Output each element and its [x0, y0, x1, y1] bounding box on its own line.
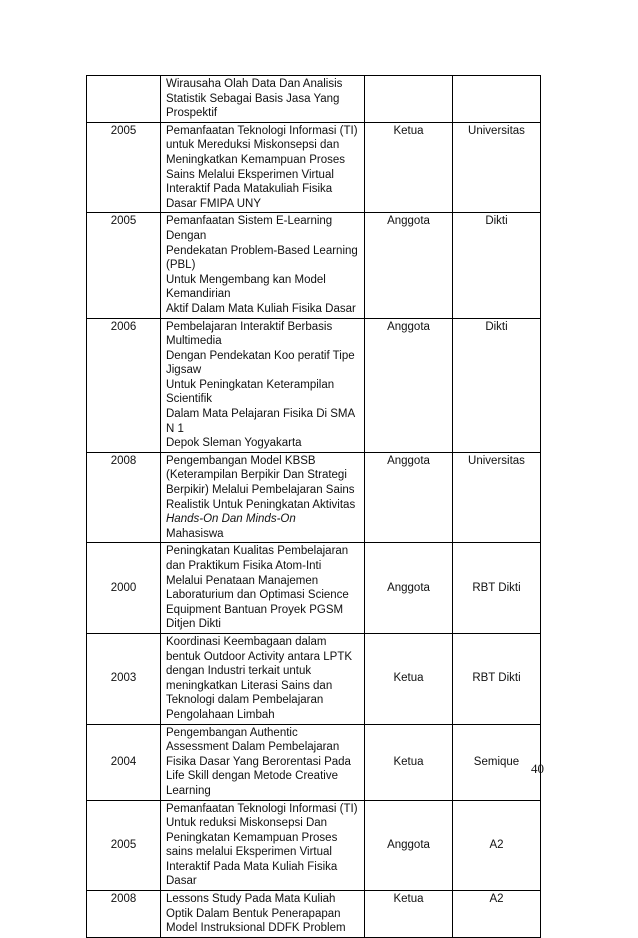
- source-cell: Semique: [453, 724, 541, 800]
- title-cell: [161, 76, 365, 123]
- title-line: Meningkatkan Kemampuan Proses: [166, 153, 345, 166]
- title-line: Untuk reduksi Miskonsepsi Dan: [166, 817, 328, 830]
- source-cell: A2: [453, 891, 541, 938]
- title-line: Mahasiswa: [166, 527, 224, 540]
- title-cell: [161, 633, 365, 724]
- title-cell: [161, 543, 365, 634]
- year-cell: 2005: [87, 122, 161, 213]
- title-cell: [161, 122, 365, 213]
- role-cell: Ketua: [365, 724, 453, 800]
- title-line: Ditjen Dikti: [166, 618, 221, 631]
- title-line: Dengan Pendekatan Koo peratif Tipe Jigsaw: [166, 349, 355, 377]
- title-line: sains melalui Eksperimen Virtual: [166, 846, 332, 859]
- year-cell: [87, 76, 161, 123]
- table-row: [87, 122, 541, 213]
- title-cell: [161, 724, 365, 800]
- table-row: [87, 724, 541, 800]
- title-line: Life Skill dengan Metode Creative: [166, 770, 338, 783]
- title-cell: [161, 800, 365, 891]
- title-line: Untuk Peningkatan Keterampilan Scientifik: [166, 378, 335, 406]
- year-cell: 2008: [87, 452, 161, 543]
- year-cell: 2006: [87, 318, 161, 452]
- table-row: [87, 76, 541, 123]
- title-line: Dasar: [166, 875, 197, 888]
- title-line: Dasar FMIPA UNY: [166, 197, 261, 210]
- source-cell: Universitas: [453, 452, 541, 543]
- year-cell: 2005: [87, 213, 161, 318]
- year-cell: 2008: [87, 891, 161, 938]
- title-line: Assessment Dalam Pembelajaran: [166, 741, 340, 754]
- year-cell: 2003: [87, 633, 161, 724]
- title-line: Pemanfaatan Sistem E-Learning Dengan: [166, 215, 333, 242]
- title-line: Model Instruksional DDFK Problem: [166, 922, 346, 935]
- title-line: Pendekatan Problem-Based Learning (PBL): [166, 244, 358, 272]
- title-line: Interaktif Pada Mata Kuliah Fisika: [166, 860, 338, 873]
- title-line: Prospektif: [166, 107, 218, 120]
- title-line: Teknologi dalam Pembelajaran: [166, 694, 324, 707]
- table-row: [87, 452, 541, 543]
- title-line: Realistik Untuk Peningkatan Aktivitas: [166, 498, 356, 511]
- research-table: [86, 75, 541, 938]
- table-row: [87, 800, 541, 891]
- title-cell: [161, 891, 365, 938]
- source-cell: Universitas: [453, 122, 541, 213]
- title-cell: [161, 318, 365, 452]
- title-line: Fisika Dasar Yang Berorentasi Pada: [166, 755, 351, 768]
- title-line: Aktif Dalam Mata Kuliah Fisika Dasar: [166, 302, 356, 315]
- title-line: Dalam Mata Pelajaran Fisika Di SMA N 1: [166, 408, 355, 435]
- source-cell: RBT Dikti: [453, 633, 541, 724]
- year-cell: 2000: [87, 543, 161, 634]
- title-line: Interaktif Pada Matakuliah Fisika: [166, 183, 333, 196]
- title-line: Pembelajaran Interaktif Berbasis Multimedia: [166, 320, 333, 348]
- title-line: Lessons Study Pada Mata Kuliah: [166, 893, 336, 906]
- title-line: meningkatkan Literasi Sains dan: [166, 679, 333, 692]
- title-line: Pengembangan Authentic: [166, 726, 298, 739]
- source-cell: RBT Dikti: [453, 543, 541, 634]
- title-line: Optik Dalam Bentuk Penerapapan: [166, 907, 341, 920]
- title-cell: [161, 213, 365, 318]
- title-line: Melalui Penataan Manajemen: [166, 574, 319, 587]
- page-number: 40: [531, 761, 544, 776]
- title-line: Pemanfaatan Teknologi Informasi (TI): [166, 124, 358, 137]
- title-line: Depok Sleman Yogyakarta: [166, 437, 302, 450]
- source-cell: A2: [453, 800, 541, 891]
- role-cell: [365, 76, 453, 123]
- table-row: [87, 318, 541, 452]
- year-cell: 2005: [87, 800, 161, 891]
- table-row: [87, 633, 541, 724]
- table-row: [87, 891, 541, 938]
- title-cell: [161, 452, 365, 543]
- title-line: Wirausaha Olah Data Dan Analisis: [166, 78, 343, 90]
- title-line: Peningkatan Kemampuan Proses: [166, 831, 338, 844]
- title-line: dengan Industri terkait untuk: [166, 665, 312, 678]
- year-cell: 2004: [87, 724, 161, 800]
- title-line: Pemanfaatan Teknologi Informasi (TI): [166, 802, 358, 815]
- role-cell: Ketua: [365, 891, 453, 938]
- source-cell: Dikti: [453, 213, 541, 318]
- source-cell: [453, 76, 541, 123]
- title-line: Koordinasi Keembagaan dalam: [166, 635, 327, 648]
- title-line: Pengembangan Model KBSB: [166, 454, 316, 467]
- title-line: (Keterampilan Berpikir Dan Strategi: [166, 469, 347, 482]
- title-line: Laboraturium dan Optimasi Science: [166, 589, 349, 602]
- role-cell: Anggota: [365, 800, 453, 891]
- title-line: untuk Mereduksi Miskonsepsi dan: [166, 139, 340, 152]
- title-line: Hands-On Dan Minds-On: [166, 513, 296, 526]
- role-cell: Ketua: [365, 122, 453, 213]
- title-line: Sains Melalui Eksperimen Virtual: [166, 168, 334, 181]
- title-line: Learning: [166, 784, 211, 797]
- title-line: Pengolahaan Limbah: [166, 708, 275, 721]
- title-line: Berpikir) Melalui Pembelajaran Sains: [166, 484, 355, 497]
- title-line: Untuk Mengembang kan Model Kemandirian: [166, 273, 326, 301]
- role-cell: Anggota: [365, 452, 453, 543]
- title-line: dan Praktikum Fisika Atom-Inti: [166, 560, 322, 572]
- source-cell: Dikti: [453, 318, 541, 452]
- table-row: [87, 543, 541, 634]
- role-cell: Anggota: [365, 543, 453, 634]
- role-cell: Anggota: [365, 213, 453, 318]
- title-line: Peningkatan Kualitas Pembelajaran: [166, 545, 349, 558]
- title-line: Statistik Sebagai Basis Jasa Yang: [166, 92, 340, 105]
- table-row: [87, 213, 541, 318]
- title-line: bentuk Outdoor Activity antara LPTK: [166, 650, 353, 663]
- role-cell: Anggota: [365, 318, 453, 452]
- role-cell: Ketua: [365, 633, 453, 724]
- title-line: Equipment Bantuan Proyek PGSM: [166, 603, 344, 616]
